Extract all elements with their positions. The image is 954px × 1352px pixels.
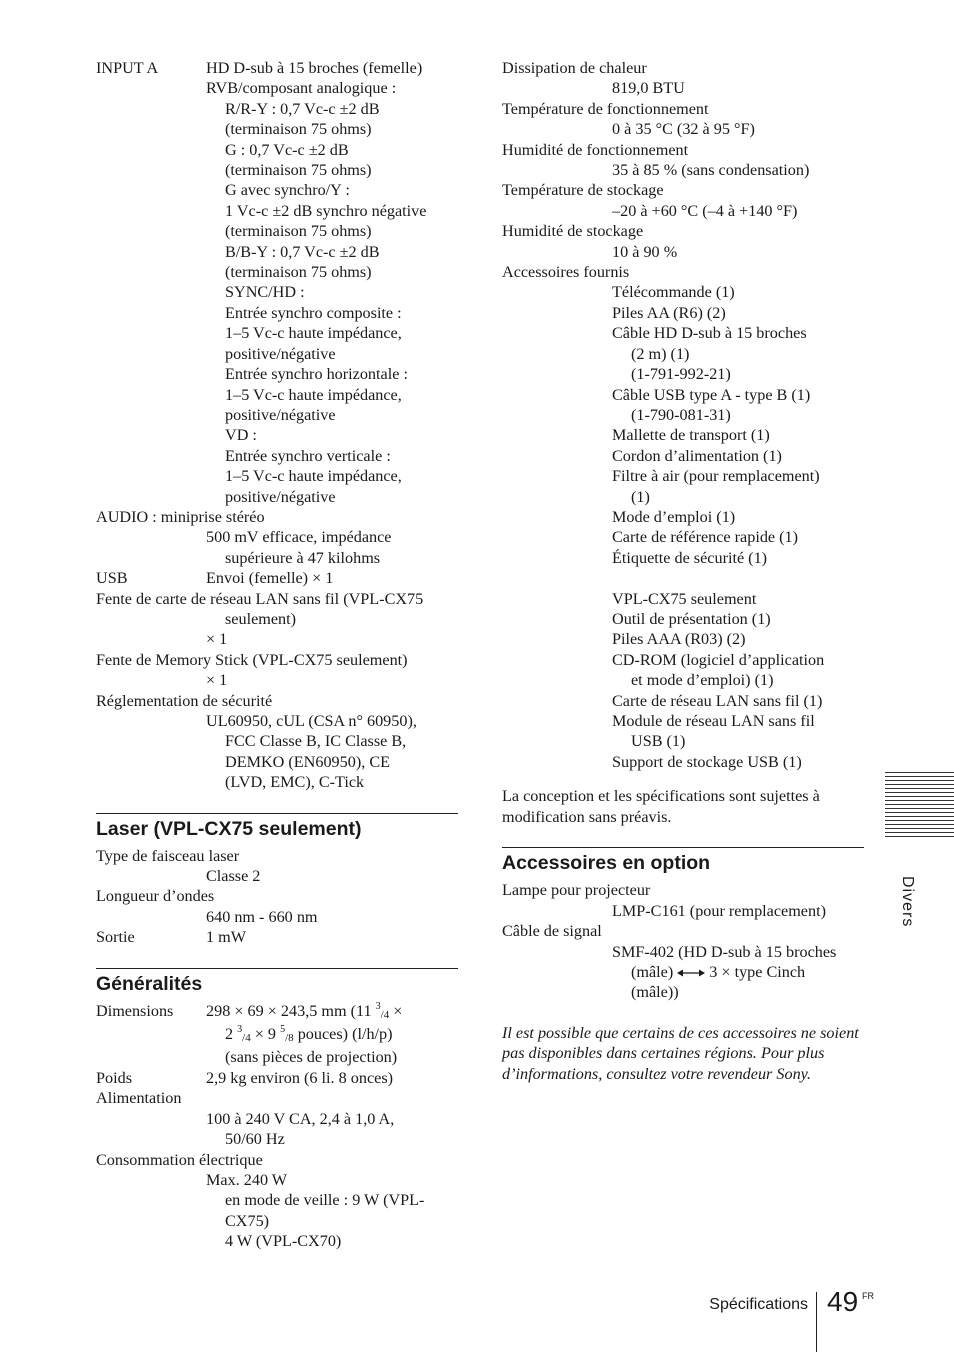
power-value-cont: 50/60 Hz: [225, 1130, 285, 1149]
spec-value: 10 à 90 %: [612, 242, 678, 261]
audio-value-cont: supérieure à 47 kilohms: [225, 548, 381, 567]
dimensions-value-a: 298 × 69 × 243,5 mm (11: [206, 1001, 376, 1020]
dimensions-value-c: 2: [225, 1025, 238, 1044]
tab-stripe: [885, 804, 954, 805]
input-a-signal-line: Entrée synchro horizontale :: [225, 365, 408, 384]
accessory-item: Télécommande (1): [612, 283, 735, 302]
cable-value-row-3: (mâle)): [631, 983, 679, 1002]
dimensions-frac-3: /8: [285, 1032, 294, 1045]
power-label: Alimentation: [96, 1089, 182, 1108]
accessory-item: Câble USB type A - type B (1): [612, 385, 811, 404]
double-arrow-icon: [677, 968, 705, 978]
input-a-signal-line: 1–5 Vc-c haute impédance,: [225, 324, 402, 343]
lamp-value: LMP-C161 (pour remplacement): [612, 901, 826, 920]
input-a-signal-line: (terminaison 75 ohms): [225, 161, 372, 180]
tab-stripe: [885, 788, 954, 789]
power-value: 100 à 240 V CA, 2,4 à 1,0 A,: [206, 1109, 395, 1128]
safety-value-line: FCC Classe B, IC Classe B,: [225, 732, 407, 751]
accessory-item: Piles AA (R6) (2): [612, 303, 726, 322]
input-a-row: [96, 58, 458, 78]
input-a-signal-line: (terminaison 75 ohms): [225, 120, 372, 139]
tab-stripe: [885, 820, 954, 821]
input-a-signal-line: B/B-Y : 0,7 Vc-c ±2 dB: [225, 242, 380, 261]
spec-label: Humidité de stockage: [502, 222, 644, 241]
laser-wave-value: 640 nm - 660 nm: [206, 907, 318, 926]
dimensions-frac-1: /4: [380, 1008, 390, 1021]
tab-stripe: [885, 800, 954, 801]
input-a-signal-line: positive/négative: [225, 344, 336, 363]
usb-row: [96, 568, 458, 588]
input-a-signal-line: G avec synchro/Y :: [225, 181, 350, 200]
tab-stripe: [885, 824, 954, 825]
tab-stripe: [885, 780, 954, 781]
ms-slot-value: × 1: [206, 671, 228, 690]
tab-stripe: [885, 808, 954, 809]
accessory-item: VPL-CX75 seulement: [612, 589, 757, 608]
accessory-item: Support de stockage USB (1): [612, 752, 802, 771]
cable-cinch: 3 × type Cinch: [709, 963, 806, 982]
input-a-signal-line: R/R-Y : 0,7 Vc-c ±2 dB: [225, 99, 380, 118]
page-language: FR: [862, 1291, 874, 1301]
laser-out-label: Sortie: [96, 928, 135, 947]
laser-wave-label: Longueur d’ondes: [96, 887, 215, 906]
accessories-list: [502, 282, 864, 772]
tab-stripe: [885, 784, 954, 785]
left-column: [96, 58, 458, 1252]
accessory-item: (2 m) (1): [631, 344, 690, 363]
spacer: [502, 827, 864, 847]
tab-stripe: [885, 816, 954, 817]
input-a-rgb: RVB/composant analogique :: [206, 79, 397, 98]
tab-stripe: [885, 796, 954, 797]
tab-stripe: [885, 828, 954, 829]
spec-value: 0 à 35 °C (32 à 95 °F): [612, 120, 755, 139]
input-a-signal-line: positive/négative: [225, 487, 336, 506]
general-heading: Généralités: [96, 968, 458, 996]
cable-value-row-2: [502, 962, 864, 982]
weight-row: [96, 1068, 458, 1088]
page-number: 49: [827, 1286, 859, 1317]
accessory-item: Mallette de transport (1): [612, 426, 770, 445]
accessory-item: [502, 568, 864, 588]
input-a-signal-list: [96, 99, 458, 507]
audio-row: AUDIO : miniprise stéréo: [96, 507, 265, 526]
availability-disclaimer: Il est possible que certains de ces accessoires ne soient pas disponibles dans certaines régions. Pour plus d’informations, consultez votre revendeur Sony.: [502, 1023, 859, 1084]
usb-value: Envoi (femelle) × 1: [206, 569, 334, 588]
dimensions-note: (sans pièces de projection): [225, 1048, 398, 1067]
input-a-signal-line: VD :: [225, 426, 257, 445]
tab-stripe: [885, 812, 954, 813]
accessory-item: USB (1): [631, 732, 686, 751]
spec-label: Dissipation de chaleur: [502, 59, 647, 77]
consumption-label: Consommation électrique: [96, 1150, 263, 1169]
input-a-signal-line: (terminaison 75 ohms): [225, 222, 372, 241]
dimensions-value-b: ×: [389, 1001, 403, 1020]
cable-value: SMF-402 (HD D-sub à 15 broches: [612, 942, 837, 961]
spacer: [96, 948, 458, 968]
laser-heading: Laser (VPL-CX75 seulement): [96, 813, 458, 841]
tab-stripe: [885, 776, 954, 777]
consumption-value: Max. 240 W: [206, 1170, 288, 1189]
dimensions-value-d: × 9: [250, 1025, 281, 1044]
tab-stripe: [885, 832, 954, 833]
dimensions-sup-2: 3: [237, 1024, 243, 1036]
dimensions-sup-1: 3: [375, 1000, 381, 1012]
input-a-label: INPUT A: [96, 59, 159, 77]
dimensions-sup-3: 5: [280, 1024, 286, 1036]
input-a-signal-line: Entrée synchro verticale :: [225, 446, 391, 465]
accessory-item: Module de réseau LAN sans fil: [612, 712, 815, 730]
input-a-signal-line: 1–5 Vc-c haute impédance,: [225, 385, 402, 404]
weight-value: 2,9 kg environ (6 li. 8 onces): [206, 1068, 394, 1087]
input-a-signal-line: 1 Vc-c ±2 dB synchro négative: [225, 201, 427, 220]
safety-value: UL60950, cUL (CSA n° 60950),: [206, 712, 417, 730]
ms-slot-label: Fente de Memory Stick (VPL-CX75 seulement): [96, 650, 408, 669]
right-column: [502, 58, 864, 1085]
accessory-item: Câble HD D-sub à 15 broches: [612, 324, 807, 343]
options-heading: Accessoires en option: [502, 847, 864, 875]
dimensions-label: Dimensions: [96, 1001, 174, 1020]
lan-slot-label: Fente de carte de réseau LAN sans fil (VPL-CX75: [96, 589, 424, 608]
accessory-item: Cordon d’alimentation (1): [612, 446, 782, 465]
accessory-item: CD-ROM (logiciel d’application: [612, 650, 825, 669]
accessory-item: (1-790-081-31): [631, 405, 731, 424]
safety-value-list: [96, 731, 458, 792]
tab-stripe: [885, 836, 954, 837]
tab-stripe: [885, 772, 954, 773]
input-a-signal-line: G : 0,7 Vc-c ±2 dB: [225, 140, 349, 159]
input-a-signal-line: SYNC/HD :: [225, 283, 305, 302]
section-tab-label: Divers: [899, 876, 916, 928]
dimensions-frac-2: /4: [242, 1032, 251, 1045]
input-a-connector: HD D-sub à 15 broches (femelle): [206, 59, 423, 77]
laser-type-value: Classe 2: [206, 867, 261, 886]
spacer: [96, 793, 458, 813]
accessory-item: Étiquette de sécurité (1): [612, 548, 768, 567]
footer-divider: [816, 1292, 817, 1352]
dimensions-row-2: [96, 1024, 458, 1047]
tab-stripe: [885, 792, 954, 793]
consumption-line: 4 W (VPL-CX70): [225, 1232, 342, 1251]
laser-out-row: [96, 927, 458, 947]
cable-male-a: (mâle): [631, 963, 674, 982]
laser-out-value: 1 mW: [206, 928, 247, 947]
footer-section-title: Spécifications: [709, 1296, 808, 1313]
safety-label: Réglementation de sécurité: [96, 691, 273, 710]
spec-value: 819,0 BTU: [612, 79, 685, 98]
design-note: La conception et les spécifications sont sujettes à modification sans préavis.: [502, 787, 820, 826]
accessory-item: Filtre à air (pour remplacement): [612, 467, 820, 486]
input-a-signal-line: Entrée synchro composite :: [225, 303, 402, 322]
input-a-signal-line: (terminaison 75 ohms): [225, 263, 372, 282]
accessory-item: Piles AAA (R03) (2): [612, 630, 746, 649]
accessory-item: (1-791-992-21): [631, 365, 731, 384]
dimensions-row: [96, 1001, 458, 1024]
spacer: [502, 1003, 864, 1023]
laser-type-label: Type de faisceau laser: [96, 846, 240, 865]
input-a-signal-line: positive/négative: [225, 405, 336, 424]
audio-value: 500 mV efficace, impédance: [206, 528, 392, 547]
cable-label: Câble de signal: [502, 922, 602, 941]
accessory-item: Outil de présentation (1): [612, 609, 771, 628]
consumption-list: [96, 1190, 458, 1251]
section-tab-stripes: [885, 772, 954, 838]
accessory-item: Carte de réseau LAN sans fil (1): [612, 691, 823, 710]
consumption-line: CX75): [225, 1211, 270, 1230]
safety-value-line: DEMKO (EN60950), CE: [225, 752, 391, 771]
spacer: [502, 772, 864, 786]
spec-value: 35 à 85 % (sans condensation): [612, 161, 810, 180]
consumption-line: en mode de veille : 9 W (VPL-: [225, 1191, 425, 1210]
accessory-item: (1): [631, 487, 650, 506]
lamp-label: Lampe pour projecteur: [502, 881, 651, 900]
dimensions-value-e: pouces) (l/h/p): [293, 1025, 393, 1044]
spec-label: Température de fonctionnement: [502, 99, 709, 118]
weight-label: Poids: [96, 1068, 132, 1087]
accessories-label: Accessoires fournis: [502, 263, 630, 282]
environment-spec-list: [502, 58, 864, 262]
accessory-item: et mode d’emploi) (1): [631, 671, 774, 690]
spec-label: Humidité de fonctionnement: [502, 140, 689, 159]
usb-label: USB: [96, 569, 128, 588]
spec-value: –20 à +60 °C (–4 à +140 °F): [612, 201, 798, 220]
lan-slot-value: × 1: [206, 630, 228, 649]
accessory-item: Mode d’emploi (1): [612, 507, 736, 526]
input-a-signal-line: 1–5 Vc-c haute impédance,: [225, 467, 402, 486]
spec-label: Température de stockage: [502, 181, 664, 200]
accessory-item: Carte de référence rapide (1): [612, 528, 799, 547]
lan-slot-label-cont: seulement): [225, 609, 297, 628]
safety-value-line: (LVD, EMC), C-Tick: [225, 773, 365, 792]
